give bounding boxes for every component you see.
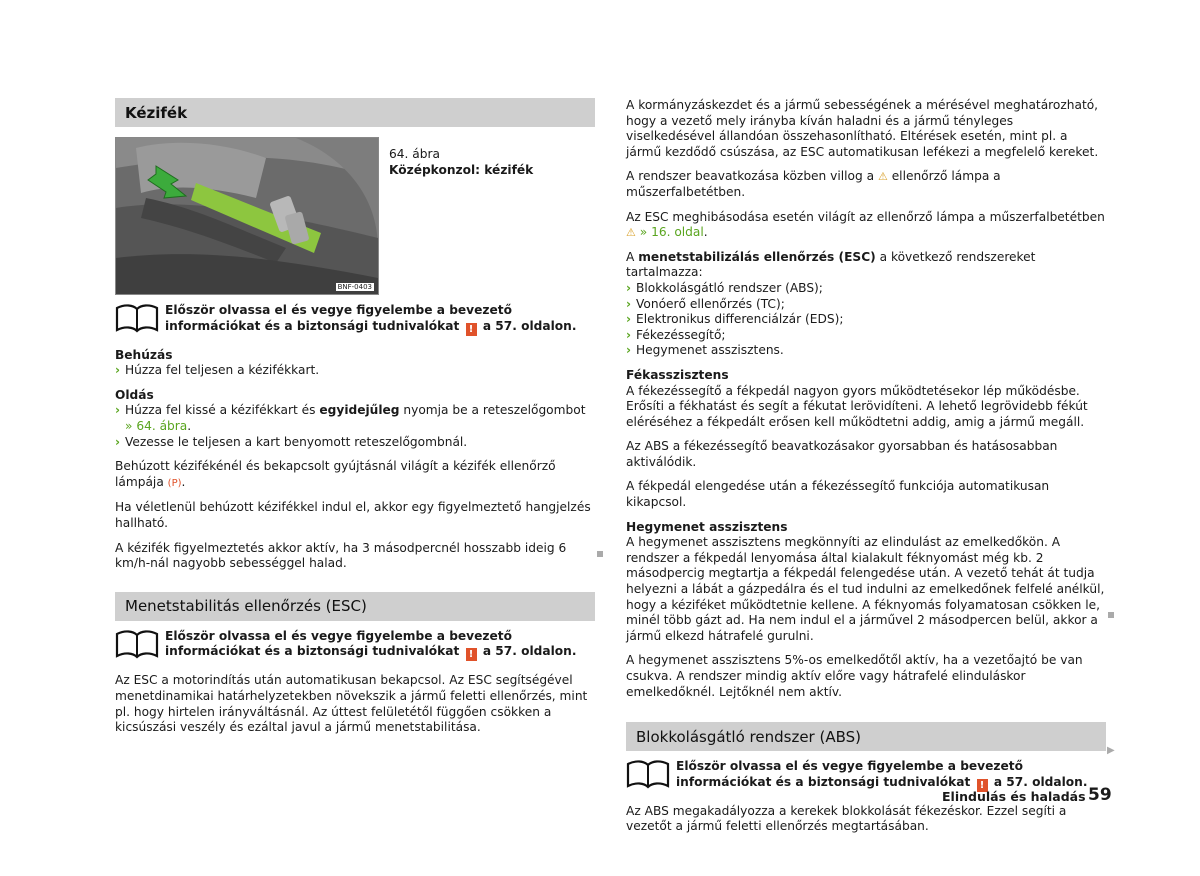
section-title-kezifek: Kézifék: [115, 98, 595, 127]
list-item: [115, 363, 595, 379]
notice-text-b: a 57. oldalon.: [482, 644, 577, 659]
warning-icon: !: [977, 779, 988, 792]
safety-notice: [115, 303, 595, 336]
section-end-marker: [597, 551, 603, 557]
section-end-marker: [1108, 612, 1114, 618]
handbrake-illustration: [116, 138, 378, 294]
list-item: [626, 281, 1106, 297]
list-item-text: Vonóerő ellenőrzés (TC);: [636, 296, 785, 311]
paragraph: [626, 169, 1106, 200]
bullet-arrow-icon: ›: [626, 327, 632, 342]
bullet-arrow-icon: ›: [626, 296, 632, 311]
paragraph-text: A rendszer beavatkozása közben villog a: [626, 169, 875, 184]
list-item-text: Blokkolásgátló rendszer (ABS);: [636, 280, 823, 295]
bullet-arrow-icon: ›: [115, 403, 121, 418]
section-title-esc: Menetstabilitás ellenőrzés (ESC): [115, 592, 595, 621]
page-number: 59: [1088, 785, 1112, 805]
safety-notice: [626, 759, 1106, 792]
paragraph-text: Az ESC meghibásodása esetén világít az ellenőrző lámpa a műszerfalbetétben: [626, 209, 1105, 224]
bullet-arrow-icon: ›: [115, 434, 121, 449]
notice-text: [165, 303, 595, 336]
paragraph: A fékpedál elengedése után a fékezéssegítő funkciója automatikusan kikapcsol.: [626, 479, 1050, 510]
list-item-text: Húzza fel teljesen a kézifékkart.: [125, 363, 320, 378]
paragraph: Az ABS megakadályozza a kerekek blokkolását fékezéskor. Ezzel segíti a vezetőt a jármű feletti ellenőrzés megtartásában.: [626, 803, 1067, 834]
notice-text-a: Először olvassa el és vegye figyelembe a bevezető információkat és a biztonsági tudnivalókat: [165, 303, 512, 333]
footer-chapter-title: Elindulás és haladás: [942, 789, 1086, 804]
bullet-arrow-icon: ›: [626, 280, 632, 295]
figure-block: [115, 137, 595, 295]
list-item: [626, 312, 1106, 328]
paragraph: A hegymenet asszisztens 5%-os emelkedőtől aktív, ha a vezetőajtó be van csukva. A rendszer mindig aktív előre vagy hátrafelé elinduláskor emelkedőknél. Lejtőknél nem aktív.: [626, 653, 1083, 699]
list-item: [626, 328, 1106, 344]
paragraph-text: .: [181, 474, 186, 489]
list-item-text: .: [187, 418, 192, 433]
figure-code: BNF-0403: [337, 283, 372, 291]
paragraph-bold: menetstabilizálás ellenőrzés (ESC): [638, 249, 876, 264]
list-item-text: Vezesse le teljesen a kart benyomott reteszelőgombnál.: [125, 434, 468, 449]
bullet-arrow-icon: ›: [626, 312, 632, 327]
list-item-text: Húzza fel kissé a kézifékkart és: [125, 403, 316, 418]
paragraph-text: A: [626, 249, 635, 264]
section-title-abs: Blokkolásgátló rendszer (ABS): [626, 722, 1106, 751]
paragraph: A kormányzáskezdet és a jármű sebességének a mérésével meghatározható, hogy a vezető mely irányba kíván haladni és a jármű tényleges viselkedésével állandóan összehasonlítható. Eltérések esetén, mint pl. a jármű kezdődő csúszása, az ESC automatikusan lefékezi a megfelelő kereket.: [626, 98, 1099, 159]
right-column: [626, 98, 1106, 835]
figure-title: Középkonzol: kézifék: [389, 162, 534, 177]
notice-text-a: Először olvassa el és vegye figyelembe a bevezető információkat és a biztonsági tudnivalókat: [676, 759, 1023, 789]
list-item: [115, 435, 595, 451]
notice-text: [676, 759, 1106, 792]
list-item-text: Fékezéssegítő;: [636, 327, 726, 342]
paragraph: A fékezéssegítő a fékpedál nagyon gyors működtetésekor lép működésbe. Erősíti a fékhatást és segít a fékutat lerövidíteni. A lehető legrövidebb fékút eléréséhez a fékpedált erősen kell működtetni addig, amig a jármű megáll.: [626, 383, 1088, 429]
notice-text-a: Először olvassa el és vegye figyelembe a bevezető információkat és a biztonsági tudnivalókat: [165, 628, 512, 659]
list-item-text: Elektronikus differenciálzár (EDS);: [636, 312, 844, 327]
list-item-text: Hegymenet asszisztens.: [636, 343, 784, 358]
notice-text-b: a 57. oldalon.: [993, 774, 1088, 789]
safety-notice: [115, 629, 595, 662]
parking-brake-lamp-icon: (P): [167, 477, 182, 489]
paragraph: [115, 459, 595, 491]
paragraph: [626, 210, 1106, 241]
fekasszisztens-heading: Fékasszisztens: [626, 367, 729, 382]
figure-link[interactable]: » 64. ábra: [125, 418, 188, 433]
list-item-bold: egyidejűleg: [319, 403, 400, 418]
warning-icon: !: [466, 323, 477, 336]
notice-text-b: a 57. oldalon.: [482, 318, 577, 333]
paragraph-text: ellenőrző lámpa a műszerfalbetétben.: [626, 169, 1001, 199]
hegymenet-heading: Hegymenet asszisztens: [626, 519, 788, 534]
paragraph: A hegymenet asszisztens megkönnyíti az elindulást az emelkedőkön. A rendszer a fékpedál lenyomása által kialakult féknyomást még kb. 2 másodpercig megtartja a fékpedál felengedése után. A vezető tehát át tudja helyezni a lábát a gázpedálra és el tud indulni az emelkedőnek felfelé anélkül, hogy a kéziféket működtetnie kellene. A féknyomás folyamatosan csökken le, minél több gázt ad. Ha nem indul el a járművel 2 másodpercen belül, akkor a jármű elkezd hátrafelé gurulni.: [626, 535, 1105, 643]
paragraph-text: a következő rendszereket tartalmazza:: [626, 249, 1036, 280]
continue-arrow-icon: ▶: [1107, 745, 1115, 756]
list-item-text: nyomja be a reteszelőgombot: [403, 403, 586, 418]
page-link[interactable]: » 16. oldal: [639, 225, 704, 240]
handbrake-figure: [115, 137, 379, 295]
paragraph: Az ABS a fékezéssegítő beavatkozásakor gyorsabban és hatásosabban aktiválódik.: [626, 439, 1058, 469]
paragraph: [626, 250, 1106, 281]
warning-icon: !: [466, 648, 477, 661]
behuzas-heading: Behúzás: [115, 347, 173, 362]
left-column: [115, 98, 595, 736]
figure-number: 64. ábra: [389, 147, 440, 161]
esc-lamp-icon: ⚠: [626, 226, 636, 240]
paragraph: Ha véletlenül behúzott kézifékkel indul el, akkor egy figyelmeztető hangjelzés hallható.: [115, 500, 591, 530]
list-item: [115, 403, 595, 434]
figure-caption: [389, 147, 533, 295]
manual-book-icon: [626, 759, 670, 789]
esc-lamp-icon: ⚠: [877, 170, 888, 184]
notice-text: [165, 629, 595, 662]
bullet-arrow-icon: ›: [626, 343, 632, 358]
oldas-heading: Oldás: [115, 387, 154, 402]
paragraph: A kézifék figyelmeztetés akkor aktív, ha 3 másodpercnél hosszabb ideig 6 km/h-nál nagyobb sebességgel halad.: [115, 540, 567, 571]
list-item: [626, 297, 1106, 313]
paragraph-text: Behúzott kézifékénél és bekapcsolt gyújtásnál világít a kézifék ellenőrző lámpája: [115, 459, 556, 489]
list-item: [626, 343, 1106, 359]
bullet-arrow-icon: ›: [115, 363, 121, 378]
manual-book-icon: [115, 303, 159, 333]
paragraph-text: .: [703, 225, 708, 240]
manual-book-icon: [115, 629, 159, 659]
paragraph: Az ESC a motorindítás után automatikusan bekapcsol. Az ESC segítségével menetdinamikai határhelyzetekben növekszik a jármű feletti ellenőrzés, mint pl. hogy hirtelen irányváltásnál. Az úttest felületétől függően csökken a kicsúszási veszély és ezáltal javul a jármű menetstabilitása.: [115, 673, 588, 735]
